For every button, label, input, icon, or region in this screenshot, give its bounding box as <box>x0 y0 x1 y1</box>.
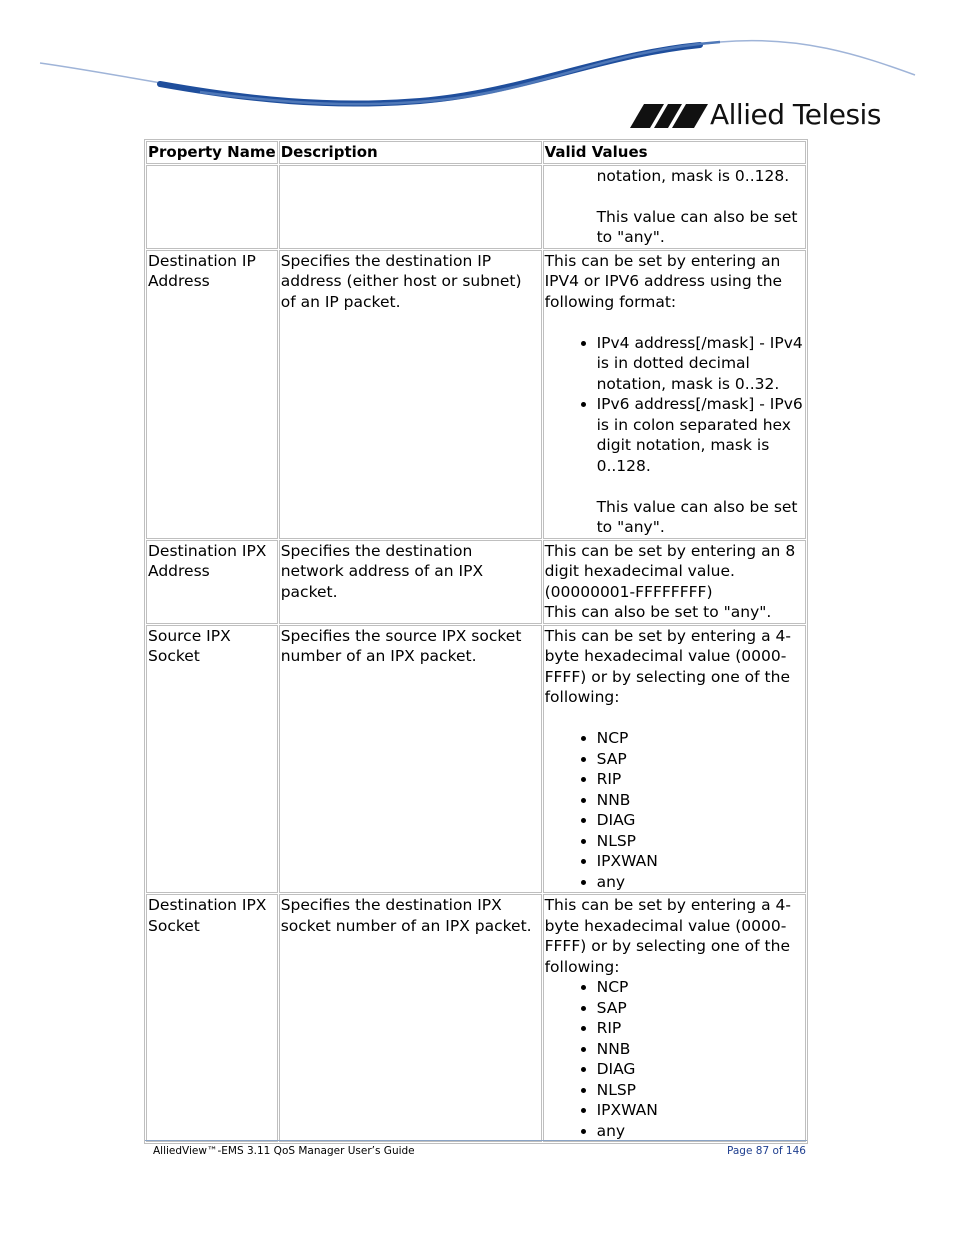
cell-values <box>543 250 806 539</box>
values-text: This can be set by entering an 8 digit hexadecimal value. (00000001-FFFFFFFF) <box>544 541 796 601</box>
list-item: • IPv6 address[/mask] - IPv6 is in colon separated hex digit notation, mask is 0..128. <box>597 394 804 476</box>
list-item: • NNB <box>597 790 804 811</box>
cell-desc: Specifies the destination IPX socket number of an IPX packet. <box>279 894 542 1142</box>
list-item: • IPv4 address[/mask] - IPv4 is in dotted decimal notation, mask is 0..32. <box>597 333 804 395</box>
values-intro: This can be set by entering a 4-byte hexadecimal value (0000-FFFF) or by selecting one of the following: <box>544 896 791 976</box>
table-row <box>146 250 806 539</box>
list-item: • NLSP <box>597 831 804 852</box>
list-item: • RIP <box>597 1018 804 1039</box>
cell-name: Destination IP Address <box>146 250 278 539</box>
values-note: This can also be set to "any". <box>544 603 772 621</box>
cell-desc: Specifies the destination IP address (either host or subnet) of an IP packet. <box>279 250 542 539</box>
values-text: notation, mask is 0..128. <box>596 166 790 185</box>
list-item: • NCP <box>597 977 804 998</box>
values-list <box>545 333 804 477</box>
list-item: • NNB <box>597 1039 804 1060</box>
cell-desc: Specifies the source IPX socket number of an IPX packet. <box>279 625 542 894</box>
cell-values <box>543 165 806 249</box>
cell-name: Destination IPX Socket <box>146 894 278 1142</box>
list-item: • SAP <box>597 998 804 1019</box>
table-row <box>146 165 806 249</box>
table-row <box>146 540 806 624</box>
logo-wordmark: Allied Telesis <box>710 98 881 131</box>
list-item: • any <box>597 872 804 893</box>
values-list <box>545 977 804 1141</box>
cell-desc <box>279 165 542 249</box>
logo-mark-icon <box>630 104 708 128</box>
footer-doc-title: AlliedView™-EMS 3.11 QoS Manager User’s Guide <box>153 1145 415 1157</box>
cell-values <box>543 894 806 1142</box>
cell-name: Destination IPX Address <box>146 540 278 624</box>
header-description <box>279 141 542 164</box>
list-item: • NCP <box>597 728 804 749</box>
footer-page-number: Page 87 of 146 <box>727 1145 806 1157</box>
list-item: • DIAG <box>597 810 804 831</box>
list-item: • IPXWAN <box>597 1100 804 1121</box>
header-label: Valid Values <box>544 143 648 161</box>
footer-divider <box>145 1140 807 1141</box>
list-item: • SAP <box>597 749 804 770</box>
allied-telesis-logo <box>630 98 881 138</box>
list-item: • any <box>597 1121 804 1142</box>
cell-name <box>146 165 278 249</box>
property-table <box>144 139 808 1144</box>
cell-name: Source IPX Socket <box>146 625 278 894</box>
list-item: • DIAG <box>597 1059 804 1080</box>
list-item: • NLSP <box>597 1080 804 1101</box>
header-label: Description <box>280 143 378 161</box>
cell-values <box>543 540 806 624</box>
table-row <box>146 894 806 1142</box>
list-item: • RIP <box>597 769 804 790</box>
values-intro: This can be set by entering an IPV4 or IPV6 address using the following format: <box>544 251 783 311</box>
header-property-name <box>146 141 278 164</box>
table-header-row <box>146 141 806 164</box>
header-valid-values <box>543 141 806 164</box>
values-intro: This can be set by entering a 4-byte hexadecimal value (0000-FFFF) or by selecting one of the following: <box>544 626 791 706</box>
table-row <box>146 625 806 894</box>
values-note: This value can also be set to "any". <box>596 497 798 536</box>
cell-desc: Specifies the destination network address of an IPX packet. <box>279 540 542 624</box>
header-label: Property Name <box>148 143 276 161</box>
values-note: This value can also be set to "any". <box>596 207 798 246</box>
list-item: • IPXWAN <box>597 851 804 872</box>
values-list <box>545 728 804 892</box>
cell-values <box>543 625 806 894</box>
